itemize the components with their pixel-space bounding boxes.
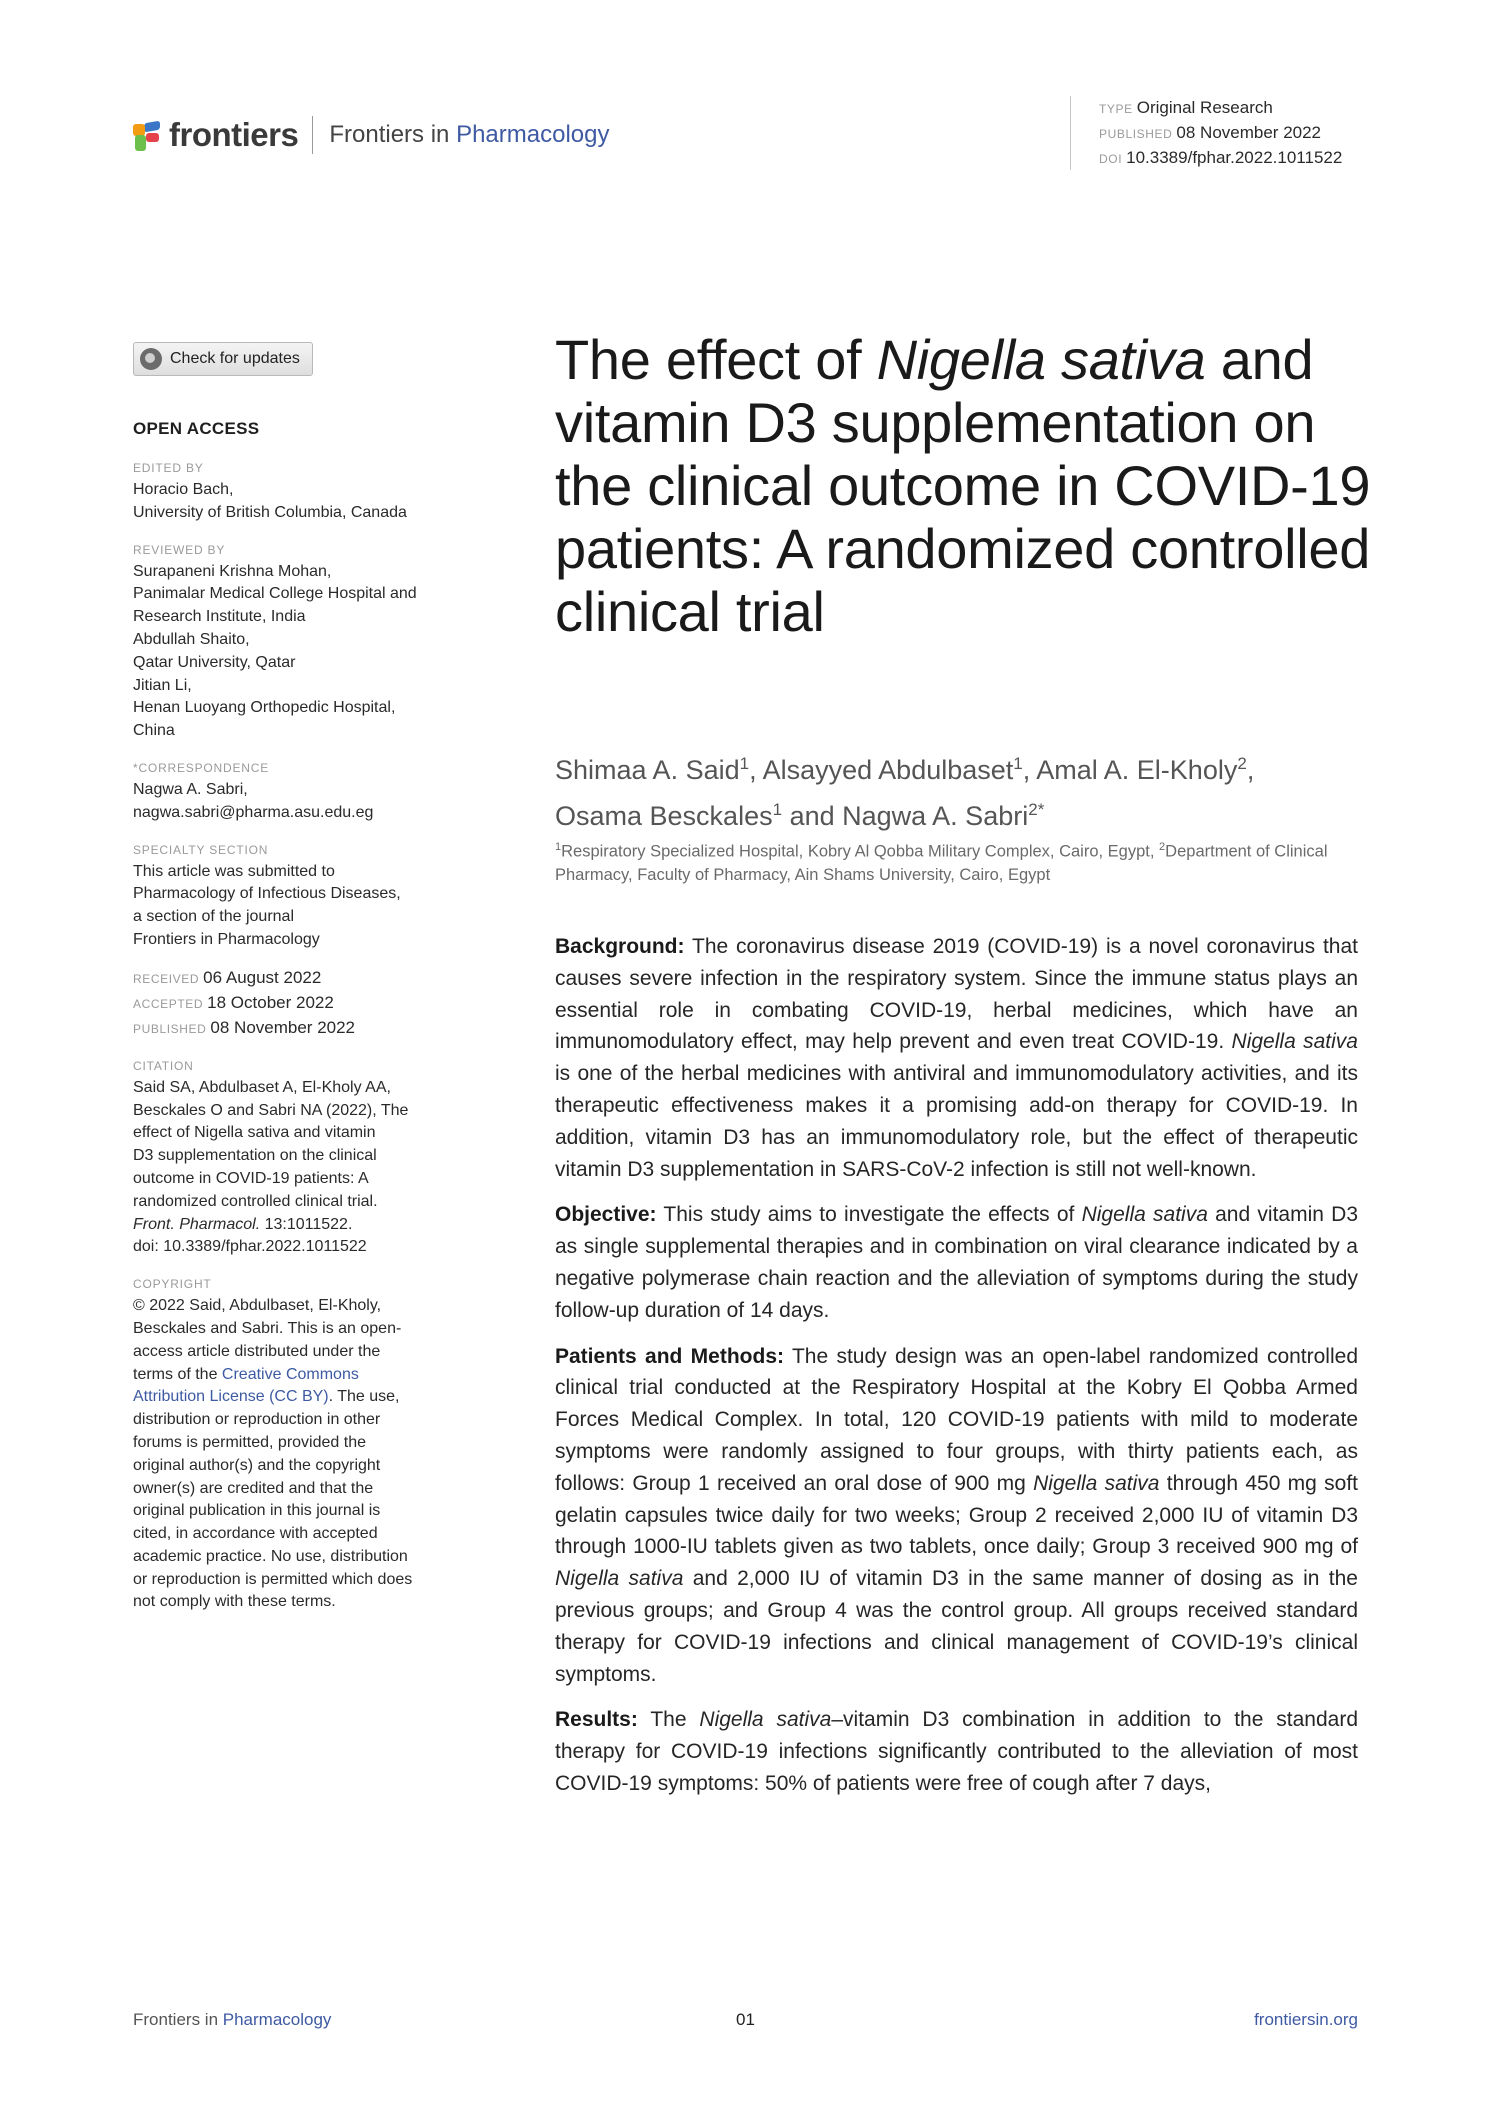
article-type: TYPE Original Research <box>1099 98 1273 117</box>
logo-wordmark: frontiers <box>169 116 299 153</box>
article-meta <box>1070 96 1342 170</box>
page-footer <box>133 2010 1358 2036</box>
frontiers-logo[interactable] <box>133 116 610 154</box>
edited-by-section: EDITED BY Horacio Bach, University of British Columbia, Canada <box>133 461 407 521</box>
crossmark-icon <box>140 348 162 370</box>
accepted-date: ACCEPTED 18 October 2022 <box>133 992 334 1012</box>
abstract-objective: Objective: This study aims to investigate the effects of Nigella sativa and vitamin D3 as single supplemental therapies and in combination on viral clearance indicated by a negative polymerase chain reaction and the alleviation of symptoms during the study follow-up duration of 14 days. <box>555 1203 1358 1322</box>
specialty-section: SPECIALTY SECTION This article was submitted to Pharmacology of Infectious Diseases, a section of the journal Frontiers in Pharmacology <box>133 842 401 948</box>
correspondence-section: *CORRESPONDENCE Nagwa A. Sabri, nagwa.sabri@pharma.asu.edu.eg <box>133 759 463 825</box>
cc-license-link[interactable]: Creative Commons <box>221 1365 359 1383</box>
article-title: The effect of Nigella sativa and vitamin D3 supplementation on the clinical outcome in COVID-19 patients: A randomized controlled clinical trial <box>555 328 1371 643</box>
sidebar <box>133 342 463 1614</box>
journal-name: Frontiers in Pharmacology <box>329 121 610 148</box>
published-date: PUBLISHED 08 November 2022 <box>133 1017 356 1037</box>
footer-journal: Frontiers in Pharmacology <box>133 2010 332 2029</box>
logo-divider <box>312 116 313 154</box>
abstract <box>555 931 1358 1814</box>
affiliations: $^1$Respiratory Specialized Hospital, Kobry Al Qobba Military Complex, Cairo, Egypt, $^2$Department of Clinical Pharmacy, Faculty of Pharmacy, Ain Shams University, Cairo, Egypt <box>555 841 1328 884</box>
check-for-updates-button[interactable]: Check for updates <box>133 342 313 376</box>
correspondence-email[interactable]: nagwa.sabri@pharma.asu.edu.eg <box>133 803 374 821</box>
abstract-methods: Patients and Methods: The study design was an open-label randomized controlled clinical trial conducted at the Respiratory Hospital at the Kobry El Qobba Armed Forces Medical Complex. In total, 120 COVID-19 patients with mild to moderate symptoms were randomly assigned to four groups, with thirty patients each, as follows: Group 1 received an oral dose of 900 mg Nigella sativa through 450 mg soft gelatin capsules twice daily for two weeks; Group 2 received 2,000 IU of vitamin D3 through 1000-IU tablets given as two tablets, once daily; Group 3 received 900 mg of Nigella sativa and 2,000 IU of vitamin D3 in the same manner of dosing as in the previous groups; and Group 4 was the control group. All groups received standard therapy for COVID-19 infections and clinical management of COVID-19’s clinical symptoms. <box>555 1344 1358 1686</box>
citation-doi-link[interactable]: doi: 10.3389/fphar.2022.1011522 <box>133 1238 367 1256</box>
publish-date: PUBLISHED 08 November 2022 <box>1099 123 1322 142</box>
abstract-background: Background: The coronavirus disease 2019 (COVID-19) is a novel coronavirus that causes severe infection in the respiratory system. Since the immune status plays an essential role in combating COVID-19, herbal medicines, which have an immunomodulatory effect, may help prevent and even treat COVID-19. Nigella sativa is one of the herbal medicines with antiviral and immunomodulatory activities, and its therapeutic effectiveness makes it a promising add-on therapy for COVID-19. In addition, vitamin D3 has an immunomodulatory role, but the effect of therapeutic vitamin D3 supplementation in SARS-CoV-2 infection is still not well-known. <box>555 935 1358 1181</box>
citation-section: CITATION Said SA, Abdulbaset A, El-Kholy AA, Besckales O and Sabri NA (2022), The effect of Nigella sativa and vitamin D3 supplementation on the clinical outcome in COVID-19 patients: A randomized controlled clinical trial. Front. Pharmacol. 13:1011522. doi: 10.3389/fphar.2022.1011522 <box>133 1057 463 1259</box>
article-doi: DOI 10.3389/fphar.2022.1011522 <box>1099 148 1343 167</box>
frontiers-logo-icon <box>133 118 161 152</box>
reviewed-by-section: REVIEWED BY Surapaneni Krishna Mohan, Panimalar Medical College Hospital and Research Institute, India Abdullah Shaito, Qatar University, Qatar Jitian Li, Henan Luoyang Orthopedic Hospital, China <box>133 542 417 740</box>
author-list: Shimaa A. Said$^1$, Alsayyed Abdulbaset$^1$, Amal A. El-Kholy$^2$, Osama Besckales$^1$ and Nagwa A. Sabri$^{2*}$ <box>555 754 1255 831</box>
received-date: RECEIVED 06 August 2022 <box>133 967 322 987</box>
page-number: 01 <box>736 2010 755 2029</box>
dates-section <box>133 966 463 1041</box>
footer-site-link[interactable]: frontiersin.org <box>1254 2010 1358 2029</box>
cc-license-link-cont[interactable]: Attribution License (CC BY) <box>133 1388 329 1406</box>
abstract-results: Results: The Nigella sativa–vitamin D3 combination in addition to the standard therapy for COVID-19 infections significantly contributed to the alleviation of most COVID-19 symptoms: 50% of patients were free of cough after 7 days, <box>555 1708 1359 1795</box>
open-access-label: OPEN ACCESS <box>133 419 260 438</box>
copyright-section: COPYRIGHT © 2022 Said, Abdulbaset, El-Kholy, Besckales and Sabri. This is an open- access article distributed under the terms of the Creative Commons Attribution License (CC BY). The use, distribution or reproduction in other forums is permitted, provided the original author(s) and the copyright owner(s) are credited and that the original publication in this journal is cited, in accordance with accepted academic practice. No use, distribution or reproduction is permitted which does not comply with these terms. <box>133 1277 413 1611</box>
